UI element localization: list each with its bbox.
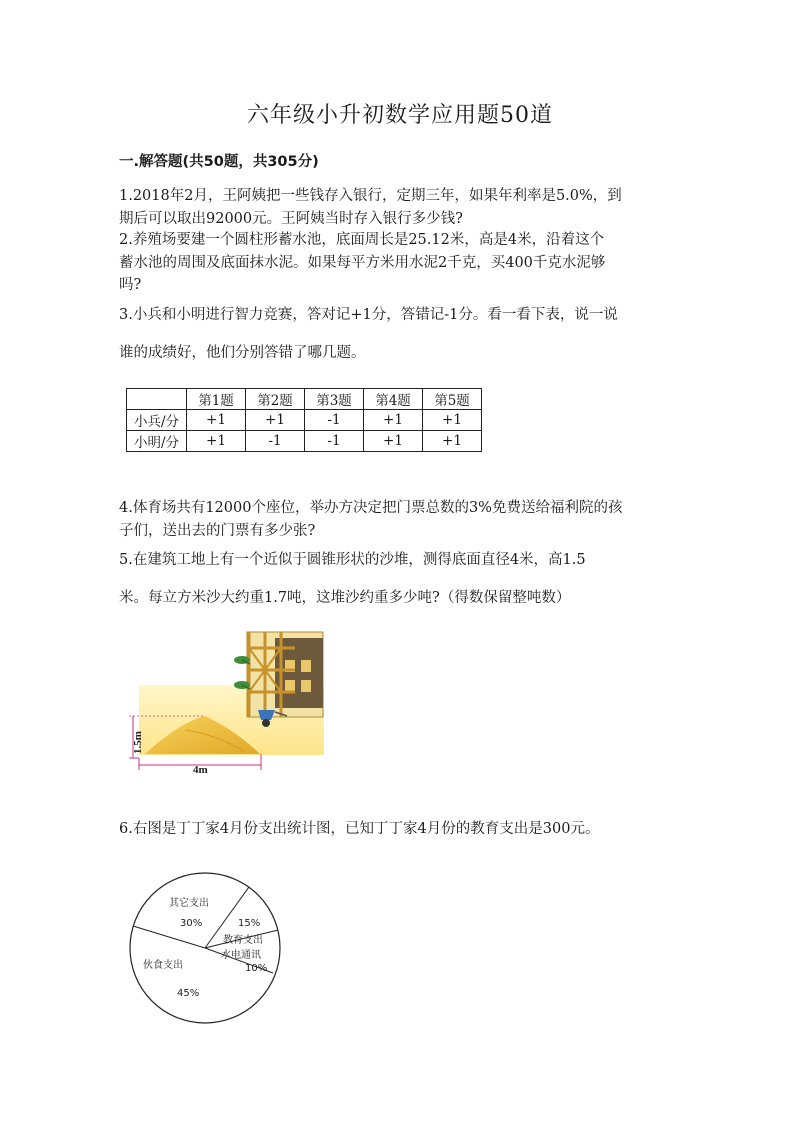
- height-label: 1.5m: [132, 731, 144, 754]
- slice-percent-food: 45%: [177, 988, 200, 999]
- table-header-row: [127, 389, 482, 410]
- table-cell: +1: [423, 431, 482, 452]
- question-2-line-1: 2.养殖场要建一个圆柱形蓄水池，底面周长是25.12米，高是4米，沿着这个: [119, 232, 605, 248]
- question-3-line-1: 3.小兵和小明进行智力竞赛，答对记+1分，答错记-1分。看一看下表，说一说: [119, 307, 618, 323]
- table-cell: +1: [364, 431, 423, 452]
- question-5-line-2: 米。每立方米沙大约重1.7吨，这堆沙约重多少吨?（得数保留整吨数）: [119, 590, 571, 606]
- question-1-line-2: 期后可以取出92000元。王阿姨当时存入银行多少钱?: [119, 210, 463, 227]
- question-2: [119, 229, 694, 297]
- page-title: 六年级小升初数学应用题50道: [247, 103, 553, 128]
- table-header-cell: 第3题: [305, 389, 364, 410]
- question-4-line-2: 子们，送出去的门票有多少张?: [119, 522, 316, 539]
- slice-label-utilities: 水电通讯: [221, 950, 261, 961]
- question-5-line-1: 5.在建筑工地上有一个近似于圆锥形状的沙堆，测得底面直径4米，高1.5: [119, 552, 586, 568]
- question-1-line-1: 1.2018年2月，王阿姨把一些钱存入银行，定期三年，如果年利率是5.0%，到: [119, 188, 622, 204]
- question-2-line-3: 吗?: [119, 277, 142, 293]
- table-cell: +1: [246, 410, 305, 431]
- table-cell: -1: [246, 431, 305, 452]
- question-4: [119, 497, 694, 542]
- question-1: [119, 185, 694, 230]
- table-cell: +1: [364, 410, 423, 431]
- table-cell: +1: [187, 431, 246, 452]
- table-cell: 小兵/分: [127, 410, 187, 431]
- slice-label-food: 伙食支出: [143, 960, 183, 971]
- slice-percent-education: 15%: [238, 918, 261, 929]
- table-cell: +1: [187, 410, 246, 431]
- table-row: [127, 410, 482, 431]
- table-header-cell: 第4题: [364, 389, 423, 410]
- table-cell: 小明/分: [127, 431, 187, 452]
- scaffold-building: [247, 632, 323, 717]
- table-header-cell: 第5题: [423, 389, 482, 410]
- slice-percent-utilities: 10%: [245, 963, 268, 974]
- question-5: [119, 541, 694, 617]
- slice-label-education: 教育支出: [223, 935, 263, 946]
- table-cell: -1: [305, 410, 364, 431]
- question-4-line-1: 4.体育场共有12000个座位，举办方决定把门票总数的3%免费送给福利院的孩: [119, 500, 623, 516]
- table-cell: -1: [305, 431, 364, 452]
- width-label: 4m: [193, 764, 208, 775]
- table-header-cell: 第2题: [246, 389, 305, 410]
- score-table: [126, 388, 482, 452]
- question-6: [119, 818, 694, 841]
- table-header-cell: 第1题: [187, 389, 246, 410]
- expense-pie-chart: [125, 868, 285, 1028]
- slice-percent-other: 30%: [180, 918, 203, 929]
- question-6-line-1: 6.右图是丁丁家4月份支出统计图，已知丁丁家4月份的教育支出是300元。: [119, 821, 600, 837]
- sand-pile-figure: [125, 630, 330, 775]
- table-row: [127, 431, 482, 452]
- question-3-line-2: 谁的成绩好，他们分别答错了哪几题。: [119, 345, 366, 361]
- question-3: [119, 296, 694, 372]
- table-cell: +1: [423, 410, 482, 431]
- section-heading: 一.解答题(共50题，共305分): [119, 154, 319, 170]
- table-header-cell: [127, 389, 187, 410]
- question-2-line-2: 蓄水池的周围及底面抹水泥。如果每平方米用水泥2千克，买400千克水泥够: [119, 254, 606, 271]
- slice-label-other: 其它支出: [169, 898, 209, 909]
